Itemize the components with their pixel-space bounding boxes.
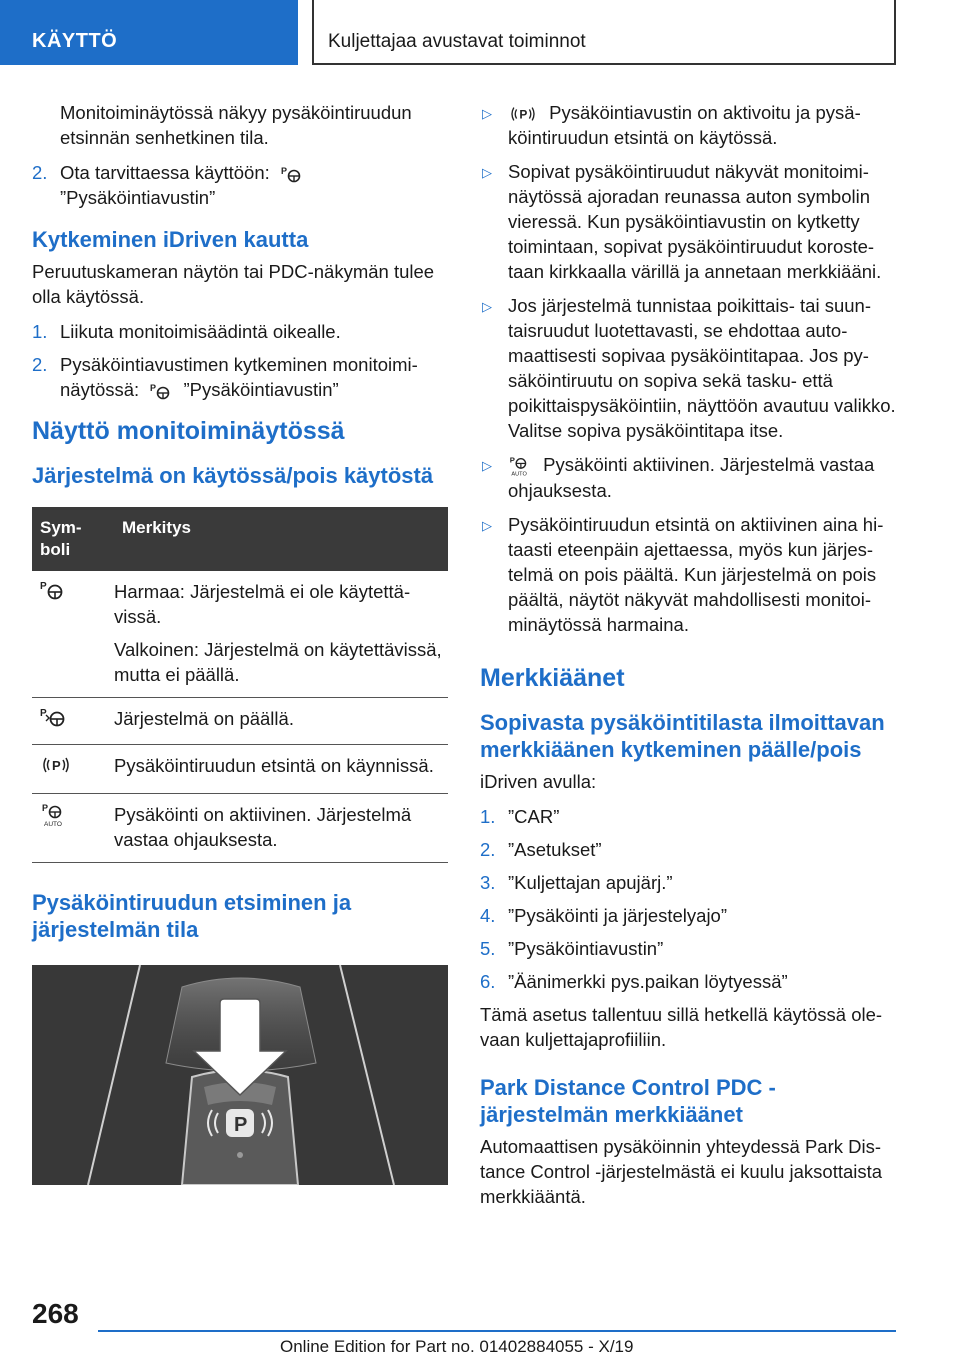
- list-item: [480, 512, 896, 637]
- svg-text:P: P: [52, 758, 61, 773]
- menu-step: [480, 969, 896, 994]
- profile-text: Tämä asetus tallentuu sillä hetkellä käytössä olevaan kuljettajaprofiiliin.: [480, 1004, 883, 1051]
- heading-signal-toggle: Sopivasta pysäköintitilasta ilmoittavan merkkiäänen kytkeminen päälle/pois: [480, 710, 885, 763]
- meaning-text: Valkoinen: Järjestelmä on käytettävissä, mutta ei päällä.: [114, 639, 442, 685]
- svg-text:P: P: [509, 455, 515, 465]
- svg-text:P: P: [150, 383, 157, 394]
- step-number: 2.: [480, 839, 496, 861]
- meaning-cell: [114, 794, 448, 863]
- bullet-triangle-icon: ▷: [482, 458, 492, 474]
- left-column: [32, 100, 448, 1185]
- step-number: 3.: [480, 872, 496, 894]
- right-column: [480, 100, 896, 1219]
- bullet-triangle-icon: ▷: [482, 518, 492, 534]
- list-item-text: Pysäköintiruudun etsintä on aktiivinen aina hitaasti eteenpäin ajettaessa, myös kun järjestelmä on pois päältä. Kun järjestelmä on pois päältä, näytöt näkyvät mahdollisesti monitoiminäytössä harmaina.: [508, 514, 884, 636]
- svg-text:P: P: [519, 107, 528, 122]
- step-text: ”CAR”: [508, 806, 560, 828]
- table-row: [32, 794, 448, 863]
- menu-step: [480, 903, 896, 928]
- parking-assistant-icon: [150, 382, 172, 400]
- parking-auto-icon: [40, 802, 68, 828]
- step-number: 2.: [32, 354, 48, 375]
- step-number: 6.: [480, 971, 496, 993]
- step-number: 2.: [32, 162, 48, 183]
- list-item: [480, 452, 896, 503]
- parking-space-search-icon: [40, 753, 72, 777]
- heading-pdc: Park Distance Control PDC -järjestelmän merkkiäänet: [480, 1075, 776, 1128]
- step-text: ”Pysäköintiavustin”: [508, 938, 664, 960]
- list-item: [480, 100, 896, 150]
- svg-text:P: P: [40, 708, 47, 719]
- svg-text:P: P: [42, 803, 49, 813]
- menu-step: [480, 936, 896, 961]
- step-number: 1.: [480, 806, 496, 828]
- step-number: 1.: [32, 321, 48, 342]
- step-text: ”Pysäköinti ja järjestelyajo”: [508, 905, 728, 927]
- step-number: 5.: [480, 938, 496, 960]
- bullet-triangle-icon: ▷: [482, 299, 492, 315]
- bullet-triangle-icon: ▷: [482, 106, 492, 121]
- symbol-cell: [32, 745, 114, 794]
- svg-text:P: P: [234, 1114, 248, 1136]
- list-item: [480, 159, 896, 284]
- idrive-text: Peruutuskameran näytön tai PDC-näkymän tulee olla käytössä.: [32, 261, 435, 307]
- col-symbol: Symboli: [32, 507, 114, 571]
- bullet-triangle-icon: ▷: [482, 165, 492, 181]
- meaning-text: Pysäköintiruudun etsintä on käynnissä.: [114, 755, 434, 776]
- intro-step: [32, 160, 448, 210]
- pdc-text: Automaattisen pysäköinnin yhteydessä Park Distance Control -järjestelmästä ei kuulu jaksottaista merkkiääntä.: [480, 1136, 883, 1208]
- heading-search: Pysäköintiruudun etsiminen ja järjestelmän tila: [32, 890, 352, 942]
- step-text: Pysäköintiavustimen kytkeminen monitoiminäytössä:: [60, 354, 418, 400]
- symbol-table: [32, 507, 448, 863]
- step-2: [32, 352, 448, 402]
- meaning-cell: [114, 571, 448, 698]
- step-number: 4.: [480, 905, 496, 927]
- menu-step: [480, 870, 896, 895]
- meaning-cell: [114, 745, 448, 794]
- step-text: ”Asetukset”: [508, 839, 602, 861]
- list-item-text: Jos järjestelmä tunnistaa poikittais- tai suuntaisruudut luotettavasti, se ehdottaa automaattisesti sopivaa pysäköintitapaa. Jos pysäköintiruutu on sopiva sekä tasku- että poikittaispysäköintiin, näyttöön avautuu valikko. Valitse sopiva pysäköintitapa itse.: [508, 295, 896, 442]
- table-row: [32, 571, 448, 698]
- col-meaning: Merkitys: [114, 507, 448, 571]
- symbol-cell: [32, 698, 114, 745]
- step-text-menu: ”Pysäköintiavustin”: [60, 187, 216, 208]
- intro-text: Monitoiminäytössä näkyy pysäköintiruudun etsinnän senhetkinen tila.: [60, 102, 412, 148]
- list-item-text: Pysäköinti aktiivinen. Järjestelmä vastaa ohjauksesta.: [508, 454, 875, 502]
- step-text: Ota tarvittaessa käyttöön:: [60, 162, 270, 183]
- car-parking-graphic: [32, 965, 448, 1185]
- idrive-label: iDriven avulla:: [480, 771, 597, 793]
- meaning-text: Pysäköinti on aktiivinen. Järjestelmä vastaa ohjauksesta.: [114, 804, 412, 850]
- heading-signals: Merkkiäänet: [480, 664, 625, 693]
- parking-space-search-icon: [508, 103, 538, 125]
- menu-step: [480, 837, 896, 862]
- list-item-text: Pysäköintiavustin on aktivoitu ja pysäköintiruudun etsintä on käytössä.: [508, 102, 861, 149]
- menu-step: [480, 804, 896, 829]
- meaning-text: Harmaa: Järjestelmä ei ole käytettävissä.: [114, 581, 411, 627]
- page-number: 268: [32, 1298, 79, 1329]
- table-row: [32, 745, 448, 794]
- step-text: ”Kuljettajan apujärj.”: [508, 872, 673, 894]
- chapter-tab[interactable]: KÄYTTÖ: [0, 0, 298, 65]
- parking-auto-icon: [508, 454, 532, 478]
- heading-display: Näyttö monitoiminäytössä: [32, 417, 345, 445]
- step-1: [32, 319, 448, 344]
- parking-assistant-grey-icon: [40, 579, 66, 601]
- heading-system: Järjestelmä on käytössä/pois käytöstä: [32, 463, 434, 488]
- table-row: [32, 698, 448, 745]
- parking-assistant-active-icon: [40, 706, 68, 728]
- heading-idrive: Kytkeminen iDriven kautta: [32, 227, 309, 252]
- meaning-text: Järjestelmä on päällä.: [114, 708, 294, 729]
- footer-divider: [98, 1330, 896, 1332]
- parking-display-illustration: [32, 965, 448, 1185]
- step-text: Liikuta monitoimisäädintä oikealle.: [60, 321, 341, 342]
- parking-assistant-icon: [281, 165, 303, 183]
- svg-text:P: P: [40, 581, 47, 592]
- section-title: Kuljettajaa avustavat toiminnot: [312, 0, 896, 65]
- svg-text:P: P: [280, 166, 287, 177]
- step-text-menu: ”Pysäköintiavustin”: [183, 379, 339, 400]
- meaning-cell: [114, 698, 448, 745]
- symbol-cell: [32, 794, 114, 863]
- svg-text:AUTO: AUTO: [511, 471, 527, 478]
- symbol-cell: [32, 571, 114, 698]
- list-item-text: Sopivat pysäköintiruudut näkyvät monitoiminäytössä ajoradan reunassa auton symbolin vieressä. Kun pysäköintiavustin on kytketty toimintaan, sopivat pysäköintiruudut korostetaan kirkkaalla värillä ja annetaan merkkiääni.: [508, 161, 882, 283]
- step-text: ”Äänimerkki pys.paikan löytyessä”: [508, 971, 788, 993]
- svg-text:AUTO: AUTO: [44, 821, 62, 828]
- list-item: [480, 293, 896, 443]
- edition-text: Online Edition for Part no. 01402884055 - X/19: [280, 1337, 634, 1356]
